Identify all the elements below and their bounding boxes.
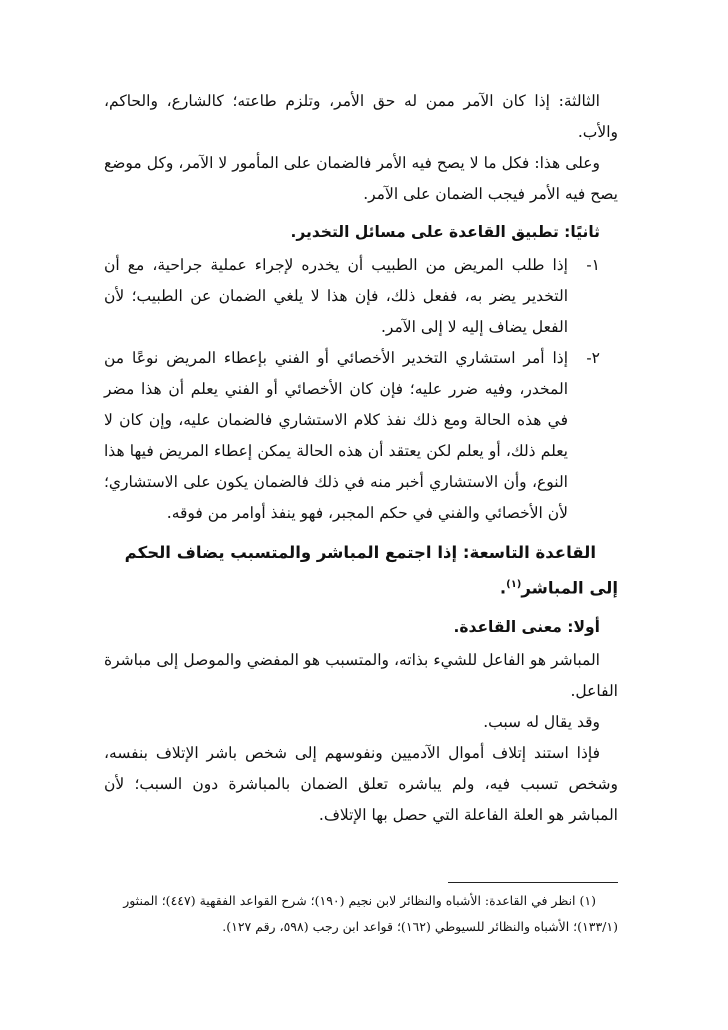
rule-heading-text: القاعدة التاسعة: إذا اجتمع المباشر والمتسبب يضاف الحكم إلى المباشر bbox=[124, 543, 618, 598]
list-item bbox=[104, 250, 618, 343]
footnote-line: (١٣٣/١)؛ الأشباه والنظائر للسيوطي (١٦٢)؛ قواعد ابن رجب (٥٩٨، رقم ١٢٧). bbox=[222, 919, 618, 934]
footnote-reference[interactable]: (١) bbox=[506, 579, 522, 590]
main-text bbox=[104, 86, 618, 831]
paragraph-definition: المباشر هو الفاعل للشيء بذاته، والمتسبب هو المفضي والموصل إلى مباشرة الفاعل. bbox=[104, 650, 618, 700]
list-number: ١- bbox=[586, 256, 600, 274]
footnotes bbox=[104, 888, 618, 940]
paragraph-conclusion: وعلى هذا: فكل ما لا يصح فيه الأمر فالضمان على المأمور لا الآمر، وكل موضع يصح فيه الأمر فيجب الضمان على الآمر. bbox=[104, 154, 618, 203]
footnote-line: (١) انظر في القاعدة: الأشباه والنظائر لابن نجيم (١٩٠)؛ شرح القواعد الفقهية (٤٤٧)؛ المنثور bbox=[123, 893, 596, 908]
footnote-separator bbox=[448, 882, 618, 883]
rule-heading-end: . bbox=[499, 578, 507, 598]
list-text: إذا طلب المريض من الطبيب أن يخدره لإجراء عملية جراحية، مع أن التخدير يضر به، ففعل ذلك، فإن هذا لا يلغي الضمان عن الطبيب؛ لأن الفعل يضاف إليه لا إلى الآمر. bbox=[104, 256, 568, 336]
rule-heading bbox=[104, 537, 618, 605]
paragraph-third-condition: الثالثة: إذا كان الآمر ممن له حق الأمر، وتلزم طاعته؛ كالشارع، والحاكم، والأب. bbox=[104, 92, 618, 141]
list-text: إذا أمر استشاري التخدير الأخصائي أو الفني بإعطاء المريض نوعًا من المخدر، وفيه ضرر عليه؛ فإن كان الأخصائي أو الفني يعلم أن هذا مضر في هذه الحالة ومع ذلك نفذ كلام الاستشاري فالضمان عليه، وإن كان لا يعلم ذلك، أو يعلم لكن يعتقد أن هذه الحالة يمكن إعطاء المريض فيها هذا النوع، وأن الاستشاري أخبر منه في ذلك فالضمان يكون على الاستشاري؛ لأن الأخصائي والفني في حكم المجبر، فهو ينفذ أوامر من فوقه. bbox=[104, 349, 568, 522]
list-item bbox=[104, 343, 618, 529]
list-number: ٢- bbox=[586, 349, 600, 367]
paragraph-liability: فإذا استند إتلاف أموال الآدميين ونفوسهم إلى شخص باشر الإتلاف بنفسه، وشخص تسبب فيه، ولم يباشره تعلق الضمان بالمباشرة دون السبب؛ لأن المباشر هو العلة الفاعلة التي حصل بها الإتلاف. bbox=[104, 743, 618, 824]
section-heading-meaning: أولا: معنى القاعدة. bbox=[453, 617, 600, 636]
section-heading-application: ثانيًا: تطبيق القاعدة على مسائل التخدير. bbox=[290, 223, 600, 241]
paragraph-sabab: وقد يقال له سبب. bbox=[483, 712, 600, 731]
